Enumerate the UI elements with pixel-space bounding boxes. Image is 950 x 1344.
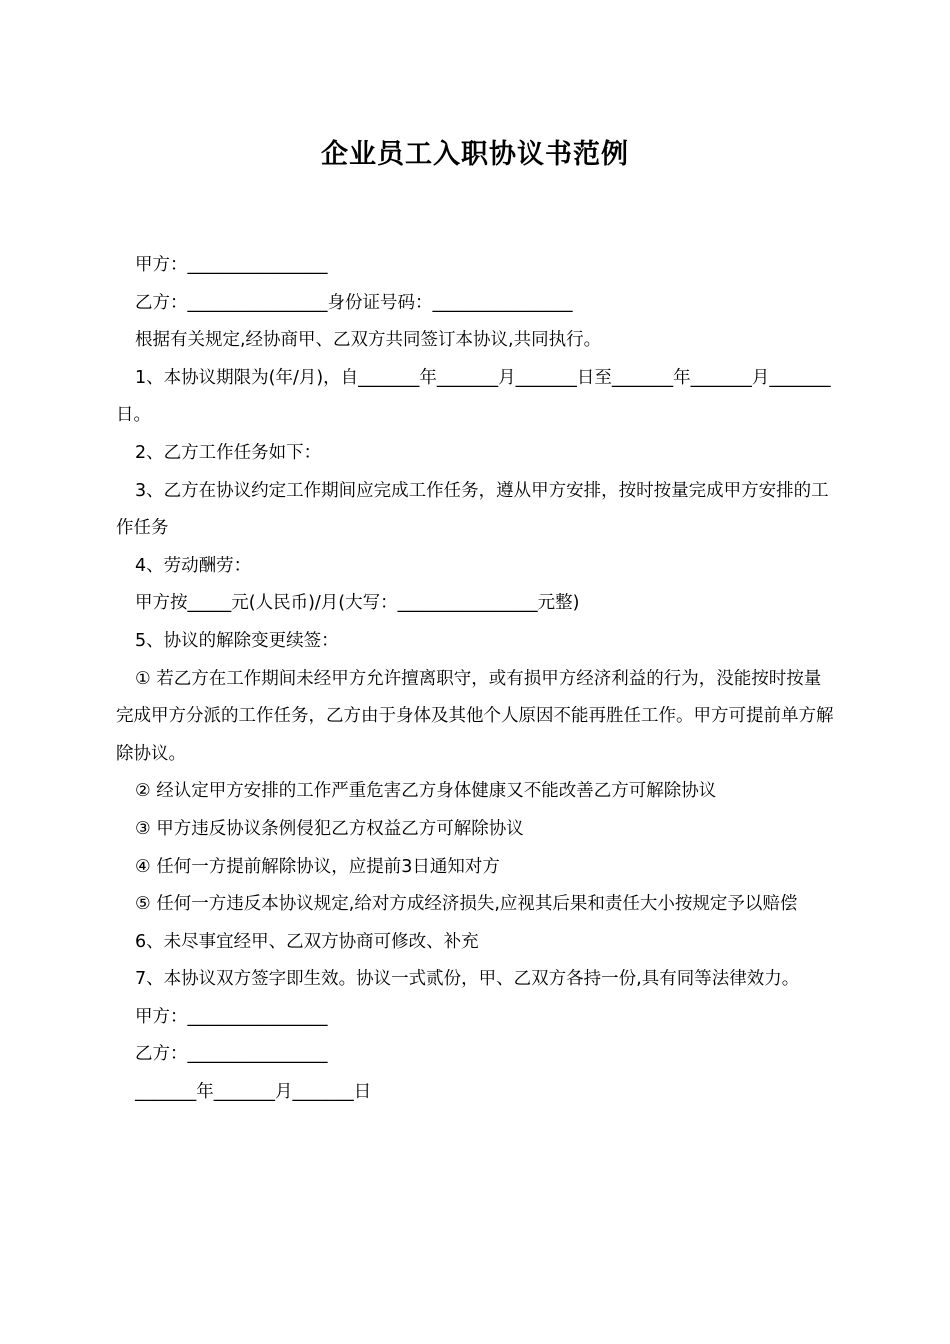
termination-item-4: ④ 任何一方提前解除协议，应提前3日通知对方 [135, 856, 500, 877]
clause-7-effect: 7、本协议双方签字即生效。协议一式贰份，甲、乙双方各持一份,具有同等法律效力。 [135, 969, 800, 990]
termination-item-1: ① 若乙方在工作期间未经甲方允许擅离职守，或有损甲方经济利益的行为，没能按时按量完成甲方分派的工作任务，乙方由于身体及其他个人原因不能再胜任工作。甲方可提前单方解除协议。 [116, 668, 834, 764]
clause-5-termination: 5、协议的解除变更续签： [135, 630, 339, 651]
signature-party-a: 甲方：________________ [135, 1006, 328, 1027]
salary-line: 甲方按_____元(人民币)/月(大写：________________元整) [135, 593, 580, 614]
preamble: 根据有关规定,经协商甲、乙双方共同签订本协议,共同执行。 [135, 330, 602, 351]
clause-3-duties: 3、乙方在协议约定工作期间应完成工作任务，遵从甲方安排，按时按量完成甲方安排的工作任务 [116, 480, 829, 539]
party-a-line: 甲方：________________ [135, 255, 328, 275]
party-b-id-line: 乙方：________________身份证号码：________________ [135, 292, 573, 313]
document-title: 企业员工入职协议书范例 [321, 139, 629, 170]
clause-4-compensation: 4、劳动酬劳： [135, 555, 252, 576]
signature-date: _______年_______月_______日 [135, 1082, 372, 1103]
termination-item-3: ③ 甲方违反协议条例侵犯乙方权益乙方可解除协议 [135, 818, 524, 839]
clause-6-amendments: 6、未尽事宜经甲、乙双方协商可修改、补充 [135, 931, 479, 952]
clause-1-term: 1、本协议期限为(年/月)，自_______年_______月_______日至_______年_______月_______日。 [116, 367, 831, 426]
clause-2-tasks: 2、乙方工作任务如下： [135, 442, 322, 463]
document-body [116, 247, 838, 1112]
termination-item-5: ⑤ 任何一方违反本协议规定,给对方成经济损失,应视其后果和责任大小按规定予以赔偿 [135, 894, 798, 915]
termination-item-2: ② 经认定甲方安排的工作严重危害乙方身体健康又不能改善乙方可解除协议 [135, 781, 717, 802]
signature-party-b: 乙方：________________ [135, 1044, 328, 1065]
